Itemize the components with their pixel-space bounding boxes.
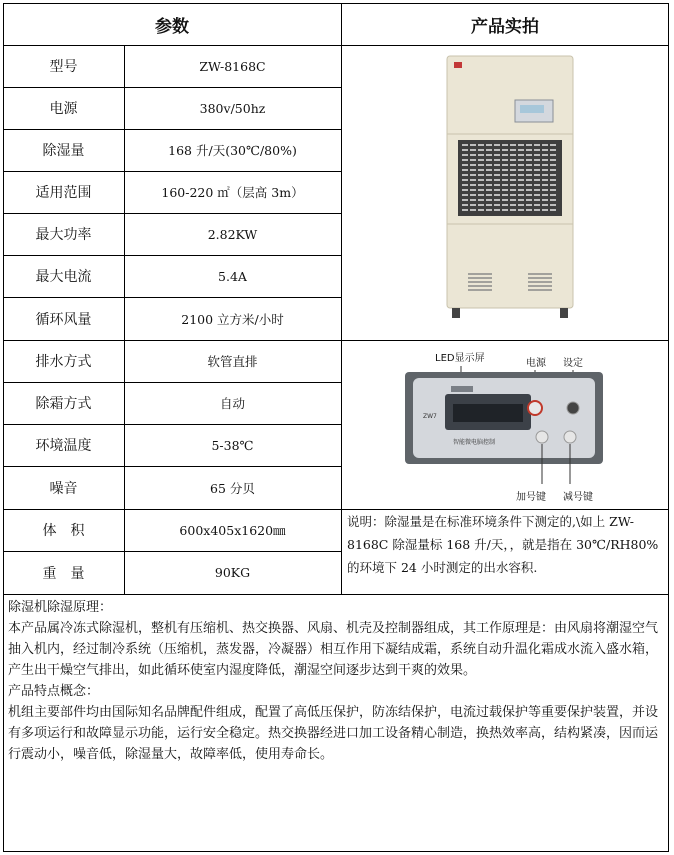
panel-caption: 智能微电脑控制 bbox=[453, 439, 496, 446]
spec-label: 噪音 bbox=[49, 480, 78, 497]
minus-key-label: 减号键 bbox=[563, 492, 593, 503]
features-title: 产品特点概念： bbox=[8, 684, 100, 699]
control-panel bbox=[403, 360, 607, 490]
spec-label: 循环风量 bbox=[35, 311, 92, 328]
spec-label: 排水方式 bbox=[35, 354, 92, 370]
note-text: 说明：除湿量是在标准环境条件下测定的,\如上 ZW-8168C 除湿量标 168 升/天，，就是指在 30℃/RH80%的环境下 24 小时测定的出水容积. bbox=[347, 514, 659, 575]
divider bbox=[341, 3, 342, 594]
spec-value: ZW-8168C bbox=[199, 58, 266, 74]
spec-label: 环境温度 bbox=[35, 438, 92, 454]
spec-label: 电源 bbox=[49, 101, 78, 117]
spec-value: 软管直排 bbox=[207, 354, 258, 369]
spec-label: 最大功率 bbox=[35, 227, 92, 243]
spec-label: 除湿量 bbox=[42, 143, 85, 159]
dehumidifier-photo bbox=[430, 52, 590, 327]
spec-value: 380v/50hz bbox=[199, 100, 266, 116]
spec-label: 体 积 bbox=[42, 523, 85, 539]
principle-title: 除湿机除湿原理： bbox=[8, 600, 113, 615]
params-header: 参数 bbox=[155, 16, 189, 37]
spec-value: 160-220 ㎡（层高 3m） bbox=[161, 185, 304, 200]
spec-value: 90KG bbox=[214, 565, 251, 580]
spec-label: 适用范围 bbox=[35, 185, 92, 201]
set-label: 设定 bbox=[563, 358, 583, 369]
spec-label: 最大电流 bbox=[35, 269, 92, 285]
spec-value: 600x405x1620㎜ bbox=[179, 523, 286, 538]
photo-header: 产品实拍 bbox=[471, 16, 539, 37]
spec-label: 重 量 bbox=[42, 565, 85, 582]
svg-text:ZW7: ZW7 bbox=[423, 413, 437, 420]
description bbox=[8, 597, 662, 765]
spec-value: 2100 立方米/小时 bbox=[181, 311, 284, 327]
principle-text: 本产品属冷冻式除湿机，整机有压缩机、热交换器、风扇、机壳及控制器组成，其工作原理是：由风扇将潮湿空气抽入机内，经过制冷系统（压缩机，蒸发器，冷凝器）相互作用下凝结成霜，系统自动升温化霜成水流入盛水箱，产生出干燥空气排出，如此循环使室内湿度降低，潮湿空间逐步达到干爽的效果。 bbox=[8, 621, 659, 678]
spec-value: 65 分贝 bbox=[210, 480, 255, 496]
plus-key-label: 加号键 bbox=[516, 492, 546, 503]
spec-value: 2.82KW bbox=[207, 226, 258, 242]
spec-value: 自动 bbox=[219, 396, 245, 411]
spec-value: 5-38℃ bbox=[211, 437, 254, 453]
spec-value: 168 升/天(30℃/80%) bbox=[168, 143, 297, 158]
divider bbox=[3, 594, 669, 595]
features-text: 机组主要部件均由国际知名品牌配件组成，配置了高低压保护，防冻结保护，电流过载保护等重要保护装置，并设有多项运行和故障显示功能，运行安全稳定。热交换器经进口加工设备精心制造，换热效率高，结构紧凑，因而运行震动小，噪音低，除湿量大，故障率低，使用寿命长。 bbox=[8, 705, 659, 762]
spec-label: 型号 bbox=[49, 59, 78, 75]
led-label: LED显示屏 bbox=[435, 353, 485, 364]
power-label: 电源 bbox=[526, 358, 546, 369]
spec-label: 除霜方式 bbox=[35, 396, 92, 412]
spec-value: 5.4A bbox=[218, 268, 247, 284]
